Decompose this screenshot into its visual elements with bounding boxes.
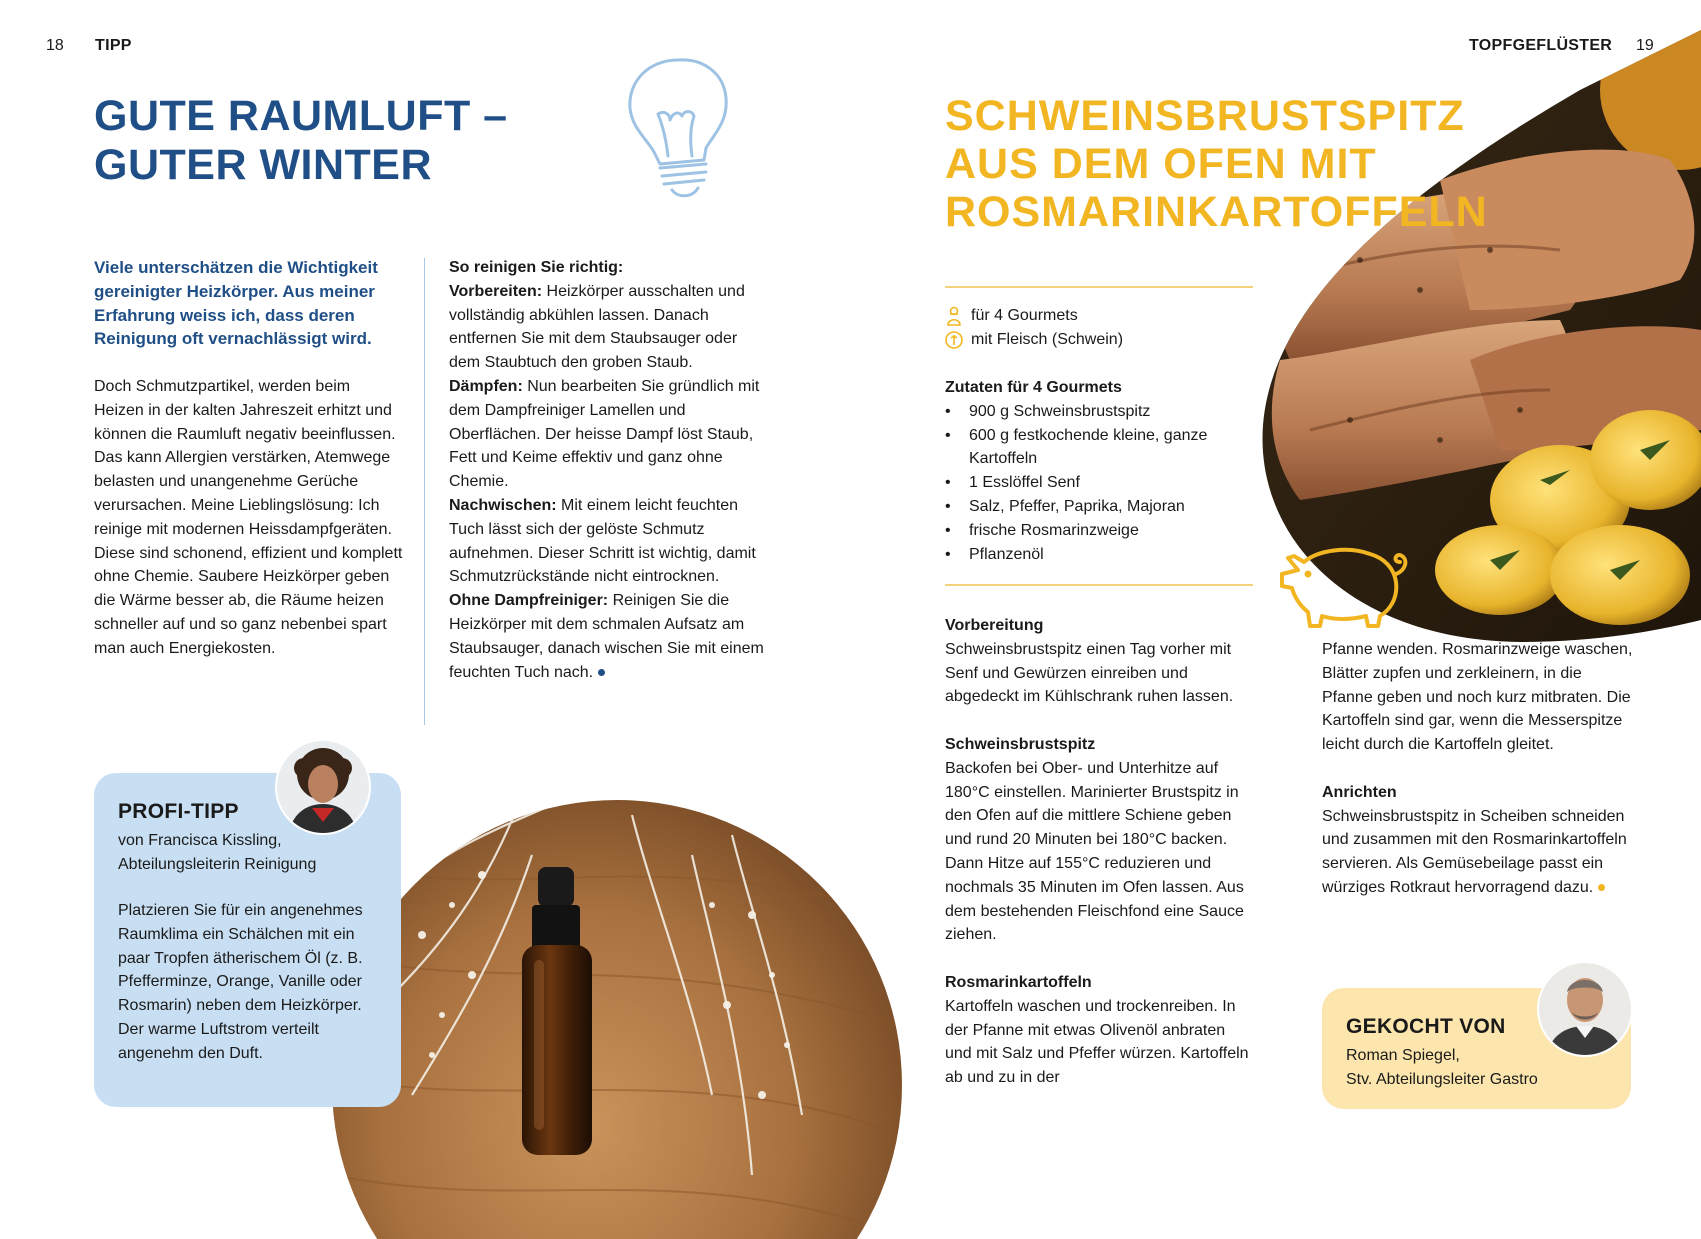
- title-line-2: AUS DEM OFEN MIT: [945, 140, 1377, 188]
- page-number-left: 18: [46, 37, 64, 54]
- list-item: • 900 g Schweinsbrustspitz: [945, 400, 1255, 424]
- title-line-2: GUTER WINTER: [94, 141, 433, 189]
- step-1: Vorbereiten: Heizkörper ausschalten und vollständig abkühlen lassen. Danach entfernen Sie mit dem Staubsauger oder dem Staubtuch den groben Staub.: [449, 282, 745, 372]
- list-item: • 1 Esslöffel Senf: [945, 471, 1255, 495]
- pig-icon: [1278, 530, 1420, 630]
- steps-heading: So reinigen Sie richtig:: [449, 259, 624, 276]
- meat-icon: [945, 330, 963, 350]
- divider: [945, 584, 1253, 586]
- recipe-meta: [945, 304, 1245, 352]
- cooked-by-author: Roman Spiegel, Stv. Abteilungsleiter Gastro: [1346, 1047, 1538, 1088]
- lightbulb-icon: [618, 52, 738, 202]
- ingredients: [945, 376, 1255, 566]
- cleaning-steps: [449, 256, 767, 684]
- ingredients-list: [945, 400, 1255, 567]
- page-number-right: 19: [1636, 37, 1654, 54]
- ingredients-heading: Zutaten für 4 Gourmets: [945, 379, 1122, 396]
- step-2: Dämpfen: Nun bearbeiten Sie gründlich mit dem Dampfreiniger Lamellen und Oberflächen. Der heisse Dampf löst Staub, Fett und Keime effektiv und ganz ohne Chemie.: [449, 377, 760, 491]
- list-item: • 600 g festkochende kleine, ganze Kartoffeln: [945, 424, 1255, 472]
- list-item: • frische Rosmarinzweige: [945, 519, 1255, 543]
- instructions-col1: [945, 614, 1255, 1090]
- profi-tipp-title: PROFI-TIPP: [118, 800, 239, 823]
- chef-icon: [945, 306, 963, 326]
- divider: [945, 286, 1253, 288]
- title-line-3: ROSMARINKARTOFFELN: [945, 188, 1488, 236]
- servings-row: für 4 Gourmets: [945, 304, 1245, 328]
- list-item: • Salz, Pfeffer, Paprika, Majoran: [945, 495, 1255, 519]
- end-mark: [1598, 884, 1605, 891]
- cooked-by-title: GEKOCHT VON: [1346, 1015, 1506, 1038]
- step-4: Ohne Dampfreiniger: Reinigen Sie die Heizkörper mit dem schmalen Aufsatz am Staubsauger, danach wischen Sie mit einem feuchten Tuch nach.: [449, 592, 764, 681]
- body-text-left: Doch Schmutzpartikel, werden beim Heizen in der kalten Jahreszeit erhitzt und können die Raumluft negativ beeinflussen. Das kann Allergien verstärken, Atemwege belasten und unangenehme Gerüche verursachen. Meine Lieblingslösung: Ich reinige mit modernen Heissdampfgeräten. Diese sind schonend, effizient und komplett ohne Chemie. Saubere Heizkörper geben die Wärme besser ab, die Räume heizen schneller auf und so ganz nebenbei spart man auch Energiekosten.: [94, 378, 403, 657]
- section-pork: Schweinsbrustspitz Backofen bei Ober- und Unterhitze auf 180°C einstellen. Marinierter Brustspitz in den Ofen auf die mittlere Schiene geben und rund 20 Minuten bei 180°C backen. Dann Hitze auf 155°C reduzieren und nochmals 35 Minuten im Ofen lassen. Aus dem bestehenden Fleischfond eine Sauce ziehen.: [945, 735, 1244, 944]
- list-item: • Pflanzenöl: [945, 543, 1255, 567]
- page-title-left: [94, 92, 654, 190]
- title-line-1: SCHWEINSBRUSTSPITZ: [945, 92, 1465, 140]
- essential-oil-photo: [332, 795, 902, 1239]
- continuation-text: Pfanne wenden. Rosmarinzweige waschen, Blätter zupfen und zerkleinern, in die Pfanne geben und noch kurz mitbraten. Die Kartoffeln sind gar, wenn die Messerspitze leicht durch die Kartoffeln gleitet.: [1322, 641, 1633, 754]
- section-serving: Anrichten Schweinsbrustspitz in Scheiben schneiden und zusammen mit den Rosmarinkartoffeln servieren. Als Gemüsebeilage passt ein würziges Rotkraut hervorragend dazu.: [1322, 783, 1627, 896]
- step-3: Nachwischen: Mit einem leicht feuchten Tuch lässt sich der gelöste Schmutz aufnehmen. Dieser Schritt ist wichtig, damit Schmutzrückstände nicht eintrocknen.: [449, 496, 756, 586]
- meat-row: mit Fleisch (Schwein): [945, 328, 1245, 352]
- section-label-right: TOPFGEFLÜSTER: [1469, 37, 1613, 54]
- section-preparation: Vorbereitung Schweinsbrustspitz einen Tag vorher mit Senf und Gewürzen einreiben und abgedeckt im Kühlschrank ruhen lassen.: [945, 617, 1234, 706]
- column-divider: [424, 258, 425, 725]
- section-label-left: TIPP: [95, 37, 132, 54]
- instructions-col2: [1322, 638, 1634, 900]
- avatar: [1536, 960, 1634, 1058]
- section-potatoes: Rosmarinkartoffeln Kartoffeln waschen und trockenreiben. In der Pfanne mit etwas Olivenöl anbraten und mit Salz und Pfeffer würzen. Kartoffeln ab und zu in der: [945, 973, 1249, 1087]
- profi-tipp-text: Platzieren Sie für ein angenehmes Raumklima ein Schälchen mit ein paar Tropfen ätherischem Öl (z. B. Pfefferminze, Orange, Vanille oder Rosmarin) neben dem Heizkörper. Der warme Luftstrom verteilt angenehm den Duft.: [118, 902, 363, 1062]
- lead-paragraph: Viele unterschätzen die Wichtigkeit gereinigter Heizkörper. Aus meiner Erfahrung weiss ich, dass deren Reinigung oft vernachlässigt wird.: [94, 258, 378, 349]
- page-title-right: [945, 92, 1701, 236]
- avatar: [274, 738, 372, 836]
- profi-tipp-author: von Francisca Kissling, Abteilungsleiterin Reinigung: [118, 832, 317, 873]
- title-line-1: GUTE RAUMLUFT –: [94, 92, 508, 140]
- end-mark: [598, 669, 605, 676]
